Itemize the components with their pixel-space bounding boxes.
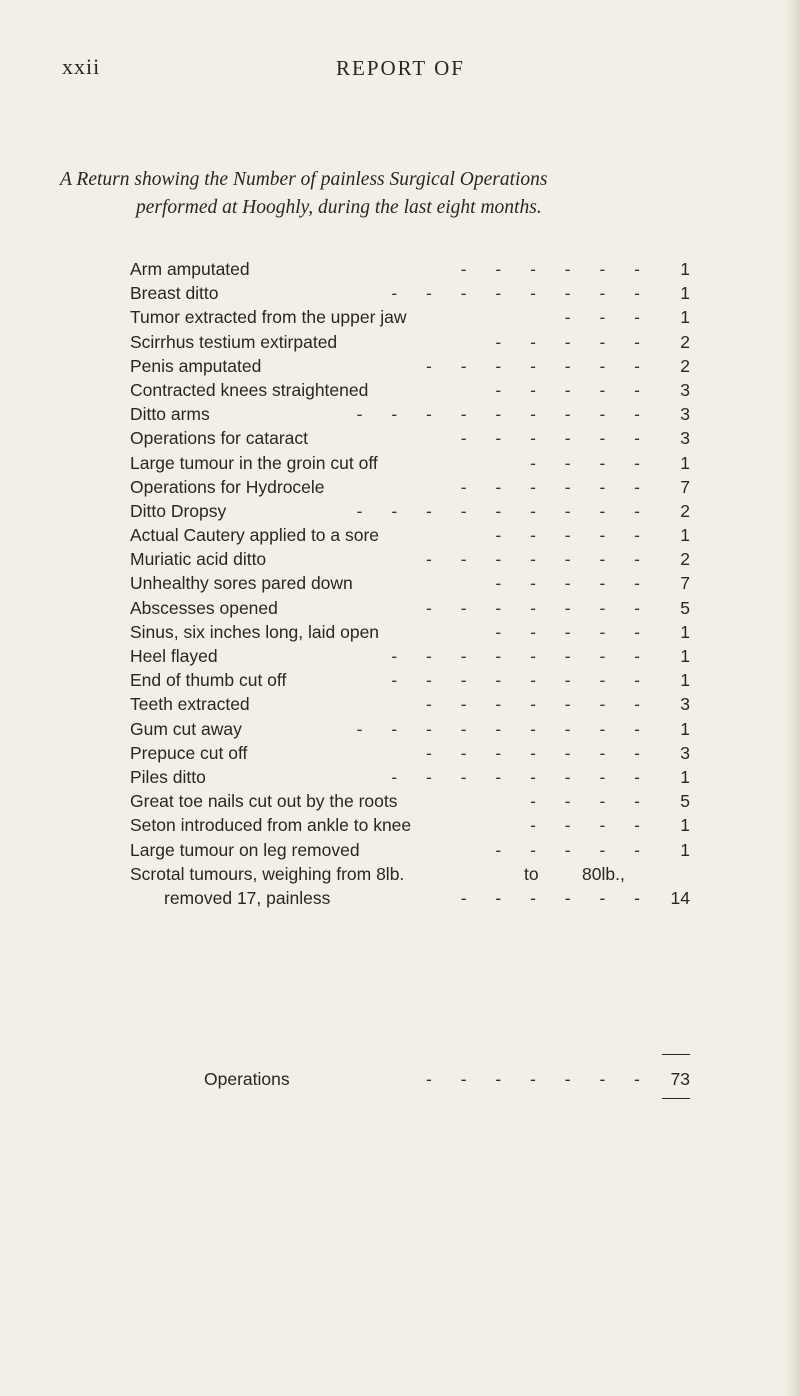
leader-dashes: - - - - xyxy=(530,791,652,812)
operation-label: Muriatic acid ditto xyxy=(130,549,267,570)
caption-line-1: A Return showing the Number of painless Surgical Operations xyxy=(60,169,548,190)
operation-count: 3 xyxy=(680,404,690,425)
operation-label: Abscesses opened xyxy=(130,597,278,618)
operations-list xyxy=(130,257,690,910)
leader-dashes: - - - - - xyxy=(495,331,652,352)
operation-label: Sinus, six inches long, laid open xyxy=(130,621,380,642)
operation-label: Operations for Hydrocele xyxy=(130,476,325,497)
leader-dashes: - - - - - - - - xyxy=(391,766,652,787)
operation-count: 1 xyxy=(680,259,690,279)
total-count: 73 xyxy=(670,1069,690,1089)
total-leader-dashes: - - - - - - - xyxy=(426,1069,652,1089)
list-item xyxy=(130,547,690,571)
list-item xyxy=(130,668,690,692)
page-number: xxii xyxy=(62,54,101,79)
leader-dashes: - - - - - xyxy=(495,573,652,594)
operation-count: 5 xyxy=(680,791,690,812)
leader-dashes: - - - - xyxy=(530,815,652,836)
sum-rule-bottom xyxy=(662,1098,690,1099)
page-edge-shadow xyxy=(786,0,800,1396)
leader-dashes: - - - - - - - xyxy=(426,355,652,376)
operation-count: 1 xyxy=(680,718,690,739)
operation-count: 2 xyxy=(680,549,690,570)
operation-count: 1 xyxy=(680,307,690,328)
operation-count: 1 xyxy=(680,621,690,642)
total-label: Operations xyxy=(204,1069,290,1089)
operation-count: 1 xyxy=(680,670,690,691)
list-item xyxy=(130,281,690,305)
operation-label: End of thumb cut off xyxy=(130,670,287,691)
list-item xyxy=(130,571,690,595)
list-item xyxy=(130,523,690,547)
leader-dashes: - - - - - - - xyxy=(426,694,652,715)
operation-count: 1 xyxy=(680,452,690,473)
operation-count: 2 xyxy=(680,355,690,376)
operation-count: 5 xyxy=(680,597,690,618)
operation-label: Gum cut away xyxy=(130,718,242,739)
operation-label: Contracted knees straightened xyxy=(130,379,369,400)
list-item xyxy=(130,354,690,378)
scrotal-to: to xyxy=(524,863,539,884)
operation-label: Ditto arms xyxy=(130,404,210,425)
leader-dashes: - - - xyxy=(564,307,652,328)
operation-label: Large tumour on leg removed xyxy=(130,839,360,860)
operation-label: Scirrhus testium extirpated xyxy=(130,331,338,352)
operation-count: 3 xyxy=(680,742,690,763)
sum-rule-top xyxy=(662,1054,690,1055)
list-item xyxy=(130,426,690,450)
leader-dashes: - - - - xyxy=(530,452,652,473)
running-head xyxy=(0,50,800,90)
leader-dashes: - - - - - xyxy=(495,379,652,400)
leader-dashes: - - - - - - - - xyxy=(391,670,652,691)
leader-dashes: - - - - - - - - - xyxy=(356,718,652,739)
list-item xyxy=(130,692,690,716)
list-item xyxy=(130,451,690,475)
leader-dashes: - - - - - - xyxy=(460,476,652,497)
operation-label: Seton introduced from ankle to knee xyxy=(130,815,412,836)
operation-count: 7 xyxy=(680,476,690,497)
caption-line-2: performed at Hooghly, during the last eight months. xyxy=(136,197,542,218)
leader-dashes: - - - - - - - xyxy=(426,742,652,763)
operation-count: 2 xyxy=(680,500,690,521)
operation-count: 3 xyxy=(680,428,690,449)
list-item xyxy=(130,620,690,644)
operation-count: 1 xyxy=(680,525,690,546)
list-item xyxy=(130,765,690,789)
operation-count: 2 xyxy=(680,331,690,352)
list-item xyxy=(130,378,690,402)
leader-dashes: - - - - - - - xyxy=(426,597,652,618)
list-item xyxy=(130,813,690,837)
leader-dashes: - - - - - xyxy=(495,525,652,546)
operation-label: Arm amputated xyxy=(130,259,250,279)
leader-dashes: - - - - - - xyxy=(460,259,652,279)
operation-label: Prepuce cut off xyxy=(130,742,248,763)
list-item xyxy=(130,644,690,668)
operation-count: 1 xyxy=(680,283,690,304)
list-item xyxy=(130,838,690,862)
list-item xyxy=(130,862,690,886)
leader-dashes: - - - - - xyxy=(495,839,652,860)
operation-count: 3 xyxy=(680,379,690,400)
scrotal-weight: 80lb., xyxy=(582,863,625,884)
running-title: REPORT OF xyxy=(336,56,465,80)
leader-dashes: - - - - - - - xyxy=(426,549,652,570)
leader-dashes: - - - - - - - - xyxy=(391,646,652,666)
list-item xyxy=(130,305,690,329)
operation-label: Teeth extracted xyxy=(130,694,250,715)
operation-count: 1 xyxy=(680,766,690,787)
operation-count: 1 xyxy=(680,646,690,666)
table-caption xyxy=(60,166,780,222)
operation-label: Large tumour in the groin cut off xyxy=(130,452,378,473)
operation-label: Ditto Dropsy xyxy=(130,500,227,521)
leader-dashes: - - - - - xyxy=(495,621,652,642)
list-item xyxy=(130,499,690,523)
operation-label: Actual Cautery applied to a sore xyxy=(130,525,380,546)
operation-count: 7 xyxy=(680,573,690,594)
list-item xyxy=(130,789,690,813)
operation-count: 3 xyxy=(680,694,690,715)
operation-count: 1 xyxy=(680,815,690,836)
total-row xyxy=(204,1066,690,1092)
operation-label: Heel flayed xyxy=(130,646,218,666)
list-item xyxy=(130,402,690,426)
leader-dashes: - - - - - - - - - xyxy=(356,404,652,425)
scrotal-removed-label: removed 17, painless xyxy=(164,887,331,908)
list-item xyxy=(130,330,690,354)
list-item xyxy=(130,257,690,281)
leader-dashes: - - - - - - xyxy=(460,428,652,449)
operation-label: Breast ditto xyxy=(130,283,219,304)
list-item xyxy=(130,475,690,499)
list-item xyxy=(130,886,690,910)
scrotal-label: Scrotal tumours, weighing from 8lb. xyxy=(130,863,405,884)
operation-count: 1 xyxy=(680,839,690,860)
leader-dashes: - - - - - - - - xyxy=(391,283,652,304)
list-item xyxy=(130,596,690,620)
operation-label: Tumor extracted from the upper jaw xyxy=(130,307,407,328)
leader-dashes: - - - - - - - - - xyxy=(356,500,652,521)
list-item xyxy=(130,741,690,765)
operation-label: Piles ditto xyxy=(130,766,206,787)
operation-label: Great toe nails cut out by the roots xyxy=(130,791,398,812)
scrotal-count: 14 xyxy=(670,887,690,908)
list-item xyxy=(130,717,690,741)
operation-label: Penis amputated xyxy=(130,355,262,376)
operation-label: Unhealthy sores pared down xyxy=(130,573,353,594)
leader-dashes: - - - - - - xyxy=(460,887,652,908)
operation-label: Operations for cataract xyxy=(130,428,308,449)
